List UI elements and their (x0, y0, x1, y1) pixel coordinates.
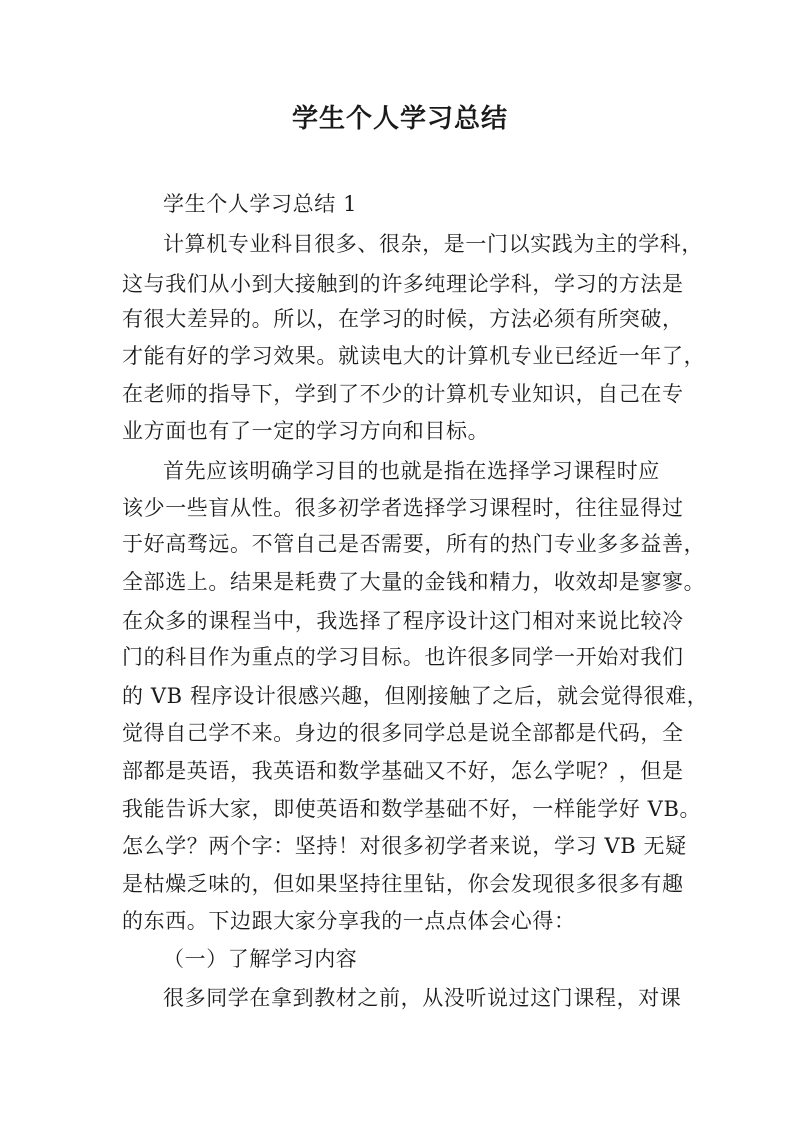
paragraph-1-line-6: 业方面也有了一定的学习方向和目标。 (122, 419, 490, 443)
paragraph-1-line-5: 在老师的指导下，学到了不少的计算机专业知识，自己在专 (122, 382, 684, 406)
paragraph-3-line-1: 很多同学在拿到教材之前，从没听说过这门课程，对课 (163, 986, 682, 1010)
subheading: 学生个人学习总结 1 (163, 192, 358, 216)
paragraph-2-line-4: 全部选上。结果是耗费了大量的金钱和精力，收效却是寥寥。 (122, 570, 706, 594)
paragraph-2-line-11: 怎么学？两个字：坚持！对很多初学者来说，学习 VB 无疑 (122, 834, 687, 858)
paragraph-2-line-3: 于好高骛远。不管自己是否需要，所有的热门专业多多益善， (122, 532, 706, 556)
paragraph-1-line-2: 这与我们从小到大接触到的许多纯理论学科，学习的方法是 (122, 272, 684, 296)
paragraph-1-line-4: 才能有好的学习效果。就读电大的计算机专业已经近一年了， (122, 344, 706, 368)
paragraph-2-line-2: 该少一些盲从性。很多初学者选择学习课程时，往往显得过 (122, 496, 684, 520)
section-heading: （一）了解学习内容 (163, 947, 358, 971)
paragraph-2-line-9: 部都是英语，我英语和数学基础又不好，怎么学呢？，但是 (122, 759, 684, 783)
paragraph-1-line-1: 计算机专业科目很多、很杂，是一门以实践为主的学科， (163, 232, 703, 256)
paragraph-2-line-10: 我能告诉大家，即使英语和数学基础不好，一样能学好 VB。 (122, 797, 702, 821)
paragraph-2-line-5: 在众多的课程当中，我选择了程序设计这门相对来说比较冷 (122, 609, 684, 633)
paragraph-2-line-13: 的东西。下边跟大家分享我的一点点体会心得： (122, 909, 576, 933)
paragraph-2-line-6: 门的科目作为重点的学习目标。也许很多同学一开始对我们 (122, 645, 684, 669)
paragraph-2-line-8: 觉得自己学不来。身边的很多同学总是说全部都是代码，全 (122, 721, 684, 745)
document-title: 学生个人学习总结 (291, 104, 508, 134)
paragraph-1-line-3: 有很大差异的。所以，在学习的时候，方法必须有所突破， (122, 307, 684, 331)
paragraph-2-line-1: 首先应该明确学习目的也就是指在选择学习课程时应 (163, 459, 660, 483)
paragraph-2-line-12: 是枯燥乏味的，但如果坚持往里钻，你会发现很多很多有趣 (122, 872, 684, 896)
paragraph-2-line-7: 的 VB 程序设计很感兴趣，但刚接触了之后，就会觉得很难， (122, 684, 709, 708)
